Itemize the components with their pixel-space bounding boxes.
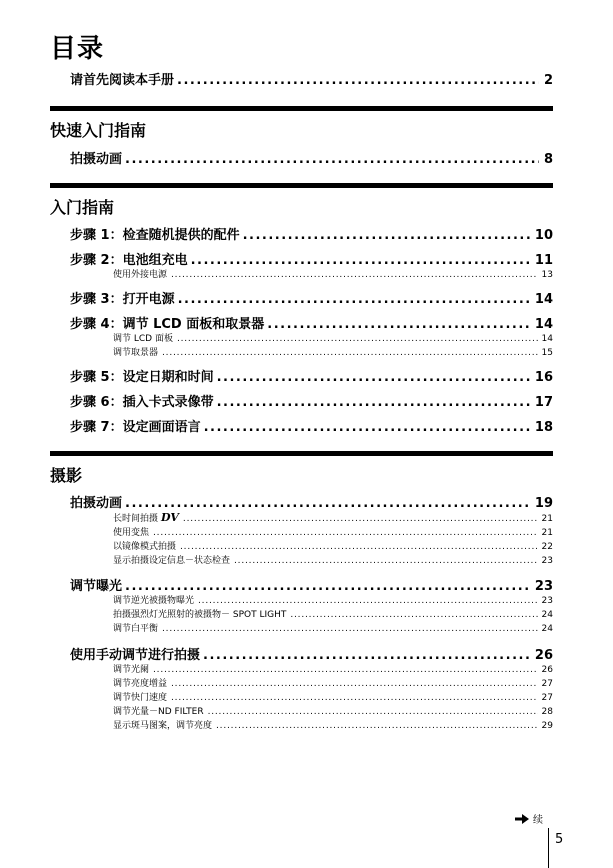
toc-subentry[interactable] xyxy=(113,661,553,675)
toc-subentry-page: 27 xyxy=(541,693,553,703)
toc-subentry[interactable] xyxy=(113,606,553,620)
dot-leader xyxy=(198,596,538,606)
dot-leader xyxy=(171,679,538,689)
toc-subentry-page: 27 xyxy=(541,679,553,689)
toc-subentry[interactable] xyxy=(113,538,553,552)
toc-subentry-label: 调节白平衡 xyxy=(113,624,159,634)
continued-label: 续 xyxy=(533,815,543,826)
dot-leader xyxy=(171,270,538,280)
section-rule xyxy=(50,451,553,456)
section-rule xyxy=(50,106,553,111)
section-heading: 快速入门指南 xyxy=(50,121,147,140)
dot-leader xyxy=(153,665,538,675)
toc-subentry-page: 14 xyxy=(541,334,553,344)
dot-leader xyxy=(177,73,539,88)
dot-leader xyxy=(183,514,538,524)
toc-subentry[interactable] xyxy=(113,524,553,538)
toc-entry-page: 16 xyxy=(534,370,553,385)
dot-leader xyxy=(204,420,530,435)
toc-entry[interactable] xyxy=(70,491,553,511)
continued-indicator[interactable] xyxy=(515,811,543,826)
toc-subentry[interactable] xyxy=(113,675,553,689)
toc-subentry-label: 长时间拍摄 DV xyxy=(113,511,179,524)
toc-subentry-label: 调节取景器 xyxy=(113,348,159,358)
toc-entry-page: 18 xyxy=(534,420,553,435)
toc-entry[interactable] xyxy=(70,223,553,243)
toc-entry-label: 调节曝光 xyxy=(70,579,123,594)
dot-leader xyxy=(234,556,538,566)
toc-subentry-page: 24 xyxy=(541,610,553,620)
toc-subentry[interactable] xyxy=(113,330,553,344)
toc-subentry-page: 26 xyxy=(541,665,553,675)
toc-subentry[interactable] xyxy=(113,592,553,606)
toc-subentry-page: 15 xyxy=(541,348,553,358)
dot-leader xyxy=(125,152,539,167)
toc-subentry-page: 22 xyxy=(541,542,553,552)
dot-leader xyxy=(217,395,530,410)
toc-subentry[interactable] xyxy=(113,266,553,280)
toc-entry-label: 请首先阅读本手册 xyxy=(70,73,175,88)
toc-subentry-page: 28 xyxy=(541,707,553,717)
toc-entry-page: 14 xyxy=(534,317,553,332)
dot-leader xyxy=(243,228,530,243)
toc-subentry-label: 使用外接电源 xyxy=(113,270,168,280)
toc-subentry-label: 使用变焦 xyxy=(113,528,150,538)
dot-leader xyxy=(171,693,538,703)
toc-subentry[interactable] xyxy=(113,689,553,703)
toc-entry-page: 2 xyxy=(543,73,553,88)
toc-entry-page: 23 xyxy=(534,579,553,594)
toc-entry-label: 步骤 4：调节 LCD 面板和取景器 xyxy=(70,317,265,332)
toc-subentry-label: 调节亮度增益 xyxy=(113,679,168,689)
toc-entry[interactable] xyxy=(70,574,553,594)
toc-entry-page: 8 xyxy=(543,152,553,167)
dot-leader xyxy=(162,624,538,634)
dot-leader xyxy=(162,348,538,358)
toc-entry-page: 11 xyxy=(534,253,553,268)
dot-leader xyxy=(125,496,530,511)
toc-subentry-page: 21 xyxy=(541,528,553,538)
toc-subentry-label: 调节快门速度 xyxy=(113,693,168,703)
toc-subentry-page: 23 xyxy=(541,596,553,606)
toc-subentry-label: 调节逆光被摄物曝光 xyxy=(113,596,195,606)
toc-entry[interactable] xyxy=(70,287,553,307)
toc-entry-label: 步骤 2：电池组充电 xyxy=(70,253,188,268)
toc-entry-label: 步骤 6：插入卡式录像带 xyxy=(70,395,214,410)
toc-entry-label: 拍摄动画 xyxy=(70,152,123,167)
toc-entry[interactable] xyxy=(70,415,553,435)
toc-subentry-page: 29 xyxy=(541,721,553,731)
toc-entry-page: 14 xyxy=(534,292,553,307)
section-heading: 入门指南 xyxy=(50,198,115,217)
dot-leader xyxy=(180,542,538,552)
page-number-divider xyxy=(548,828,549,868)
toc-subentry[interactable] xyxy=(113,344,553,358)
toc-entry-page: 26 xyxy=(534,648,553,663)
toc-entry[interactable] xyxy=(70,312,553,332)
toc-entry[interactable] xyxy=(70,643,553,663)
page-number: 5 xyxy=(555,832,564,847)
toc-entry[interactable] xyxy=(70,248,553,268)
dot-leader xyxy=(217,370,530,385)
toc-entry-label: 步骤 1：检查随机提供的配件 xyxy=(70,228,240,243)
toc-entry[interactable] xyxy=(70,147,553,167)
toc-entry[interactable] xyxy=(70,68,553,88)
toc-entry-page: 19 xyxy=(534,496,553,511)
toc-entry-label: 使用手动调节进行拍摄 xyxy=(70,648,201,663)
dot-leader xyxy=(177,334,538,344)
toc-subentry-label: 调节光阑 xyxy=(113,665,150,675)
toc-subentry[interactable] xyxy=(113,703,553,717)
toc-subentry-page: 21 xyxy=(541,514,553,524)
toc-subentry-label: 显示拍摄设定信息－状态检查 xyxy=(113,556,231,566)
arrow-right-icon xyxy=(515,814,529,824)
toc-entry-page: 17 xyxy=(534,395,553,410)
toc-subentry[interactable] xyxy=(113,510,553,524)
page-title: 目录 xyxy=(50,34,105,64)
toc-subentry[interactable] xyxy=(113,717,553,731)
toc-entry-label: 拍摄动画 xyxy=(70,496,123,511)
toc-subentry-label: 调节光量－ND FILTER xyxy=(113,707,204,717)
dot-leader xyxy=(290,610,537,620)
section-heading: 摄影 xyxy=(50,466,83,485)
dot-leader xyxy=(153,528,538,538)
toc-entry[interactable] xyxy=(70,390,553,410)
toc-subentry-label: 调节 LCD 面板 xyxy=(113,334,173,344)
toc-entry[interactable] xyxy=(70,365,553,385)
toc-entry-label: 步骤 3：打开电源 xyxy=(70,292,175,307)
toc-subentry-page: 24 xyxy=(541,624,553,634)
dot-leader xyxy=(216,721,538,731)
toc-subentry-label: 拍摄强烈灯光照射的被摄物－ SPOT LIGHT xyxy=(113,610,287,620)
toc-subentry-page: 23 xyxy=(541,556,553,566)
toc-entry-page: 10 xyxy=(534,228,553,243)
dot-leader xyxy=(208,707,538,717)
toc-subentry[interactable] xyxy=(113,552,553,566)
dot-leader xyxy=(178,292,530,307)
toc-entry-label: 步骤 7：设定画面语言 xyxy=(70,420,201,435)
toc-subentry-label: 显示斑马图案，调节亮度 xyxy=(113,721,213,731)
toc-entry-label: 步骤 5：设定日期和时间 xyxy=(70,370,214,385)
dv-logo-icon: DV xyxy=(161,511,179,524)
toc-subentry-page: 13 xyxy=(541,270,553,280)
toc-subentry[interactable] xyxy=(113,620,553,634)
section-rule xyxy=(50,183,553,188)
toc-subentry-label: 以镜像模式拍摄 xyxy=(113,542,177,552)
